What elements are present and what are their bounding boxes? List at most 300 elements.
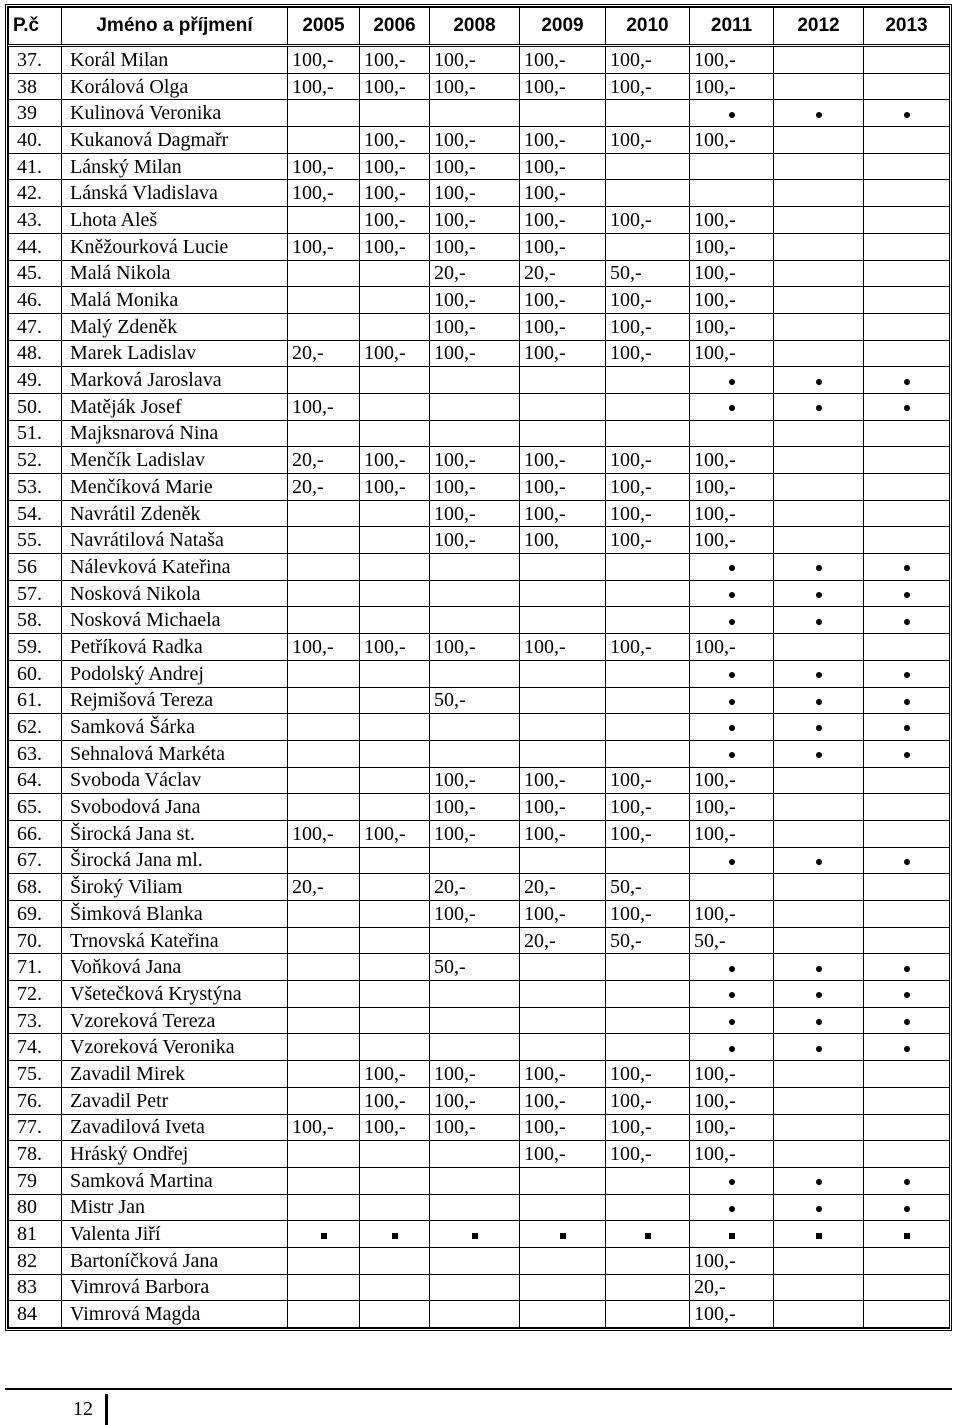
year-cell: 100,- — [430, 527, 520, 554]
row-number: 64. — [9, 767, 62, 794]
year-cell — [690, 847, 774, 874]
row-number: 54. — [9, 500, 62, 527]
year-cell — [430, 607, 520, 634]
year-cell — [690, 607, 774, 634]
year-cell — [520, 1221, 606, 1248]
year-cell — [774, 847, 864, 874]
year-cell — [864, 981, 950, 1008]
year-cell — [864, 1274, 950, 1301]
year-cell — [288, 1301, 360, 1328]
year-cell: 100,- — [606, 1141, 690, 1168]
year-cell — [360, 981, 430, 1008]
bullet-dot-icon — [904, 699, 910, 705]
row-number: 40. — [9, 127, 62, 154]
bullet-dot-icon — [904, 859, 910, 865]
year-cell — [864, 740, 950, 767]
year-cell — [864, 367, 950, 394]
person-name: Zavadil Petr — [62, 1087, 288, 1114]
year-cell — [690, 740, 774, 767]
year-cell — [606, 714, 690, 741]
table-row — [9, 1167, 950, 1194]
year-cell — [360, 420, 430, 447]
year-cell — [606, 1221, 690, 1248]
year-cell — [288, 927, 360, 954]
bullet-dot-icon — [729, 725, 735, 731]
year-cell — [864, 100, 950, 127]
year-cell — [520, 1007, 606, 1034]
table-row — [9, 46, 950, 74]
year-cell — [288, 1087, 360, 1114]
year-cell: 100,- — [690, 233, 774, 260]
year-cell — [606, 1194, 690, 1221]
year-cell — [288, 554, 360, 581]
year-cell — [360, 500, 430, 527]
year-cell: 100,- — [430, 1087, 520, 1114]
person-name: Lhota Aleš — [62, 207, 288, 234]
year-cell — [774, 393, 864, 420]
table-row — [9, 1301, 950, 1328]
year-cell: 100,- — [520, 794, 606, 821]
row-number: 63. — [9, 740, 62, 767]
year-cell — [774, 287, 864, 314]
year-cell: 100,- — [520, 500, 606, 527]
bullet-square-icon — [392, 1233, 398, 1239]
year-cell: 100,- — [690, 287, 774, 314]
year-cell — [360, 927, 430, 954]
year-cell: 20,- — [430, 874, 520, 901]
year-cell — [864, 1007, 950, 1034]
person-name: Širocká Jana st. — [62, 820, 288, 847]
bullet-dot-icon — [816, 699, 822, 705]
row-number: 83 — [9, 1274, 62, 1301]
row-number: 84 — [9, 1301, 62, 1328]
row-number: 57. — [9, 580, 62, 607]
bullet-dot-icon — [729, 405, 735, 411]
year-cell — [360, 527, 430, 554]
year-cell — [430, 1034, 520, 1061]
person-name: Vimrová Barbora — [62, 1274, 288, 1301]
year-cell — [520, 687, 606, 714]
table-row — [9, 420, 950, 447]
bullet-dot-icon — [729, 592, 735, 598]
year-cell: 100,- — [288, 180, 360, 207]
person-name: Podolský Andrej — [62, 660, 288, 687]
year-cell — [864, 954, 950, 981]
year-cell — [288, 1007, 360, 1034]
row-number: 48. — [9, 340, 62, 367]
year-cell — [606, 740, 690, 767]
bullet-dot-icon — [816, 1206, 822, 1212]
year-cell — [864, 687, 950, 714]
row-number: 53. — [9, 474, 62, 501]
year-cell — [606, 1301, 690, 1328]
year-cell — [606, 847, 690, 874]
person-name: Nosková Michaela — [62, 607, 288, 634]
year-cell: 100,- — [690, 127, 774, 154]
year-cell — [690, 1007, 774, 1034]
bullet-square-icon — [904, 1233, 910, 1239]
bullet-dot-icon — [816, 725, 822, 731]
year-cell: 100,- — [690, 500, 774, 527]
year-cell: 100,- — [430, 500, 520, 527]
row-number: 78. — [9, 1141, 62, 1168]
year-cell — [288, 794, 360, 821]
year-cell — [430, 1167, 520, 1194]
year-cell — [864, 73, 950, 100]
year-cell: 100,- — [690, 447, 774, 474]
table-row — [9, 393, 950, 420]
row-number: 75. — [9, 1061, 62, 1088]
year-cell — [430, 740, 520, 767]
year-cell — [690, 981, 774, 1008]
year-cell: 100,- — [690, 794, 774, 821]
year-cell: 100,- — [430, 153, 520, 180]
row-number: 71. — [9, 954, 62, 981]
year-cell: 100,- — [360, 207, 430, 234]
table-row — [9, 340, 950, 367]
year-cell — [864, 874, 950, 901]
year-cell — [360, 580, 430, 607]
year-cell — [288, 580, 360, 607]
year-cell — [774, 1247, 864, 1274]
year-cell — [774, 527, 864, 554]
year-cell — [360, 1167, 430, 1194]
year-cell — [864, 607, 950, 634]
bullet-dot-icon — [904, 405, 910, 411]
row-number: 42. — [9, 180, 62, 207]
year-cell: 100,- — [520, 634, 606, 661]
year-cell: 100,- — [690, 1061, 774, 1088]
year-cell: 50,- — [430, 687, 520, 714]
table-row — [9, 580, 950, 607]
bullet-dot-icon — [816, 1179, 822, 1185]
year-cell — [774, 260, 864, 287]
year-cell: 100,- — [430, 474, 520, 501]
year-cell — [690, 660, 774, 687]
year-cell — [774, 447, 864, 474]
row-number: 58. — [9, 607, 62, 634]
year-cell: 20,- — [690, 1274, 774, 1301]
year-cell: 100,- — [360, 340, 430, 367]
year-cell: 100,- — [690, 1141, 774, 1168]
year-cell — [606, 420, 690, 447]
year-cell: 100,- — [690, 260, 774, 287]
person-name: Kněžourková Lucie — [62, 233, 288, 260]
table-row — [9, 1274, 950, 1301]
row-number: 61. — [9, 687, 62, 714]
year-cell: 100,- — [360, 447, 430, 474]
year-cell — [774, 46, 864, 74]
year-cell — [360, 660, 430, 687]
year-cell — [774, 901, 864, 928]
table-row — [9, 1087, 950, 1114]
year-cell: 100,- — [690, 767, 774, 794]
header-year-2008: 2008 — [430, 8, 520, 46]
table-row — [9, 901, 950, 928]
person-name: Samková Martina — [62, 1167, 288, 1194]
year-cell — [774, 714, 864, 741]
person-name: Navrátilová Nataša — [62, 527, 288, 554]
bullet-dot-icon — [904, 966, 910, 972]
year-cell — [690, 1034, 774, 1061]
year-cell — [430, 580, 520, 607]
year-cell — [864, 1167, 950, 1194]
row-number: 72. — [9, 981, 62, 1008]
bullet-dot-icon — [729, 379, 735, 385]
year-cell: 100,- — [606, 46, 690, 74]
table-row — [9, 233, 950, 260]
year-cell — [774, 820, 864, 847]
year-cell — [774, 634, 864, 661]
year-cell: 100,- — [288, 1114, 360, 1141]
bullet-dot-icon — [816, 752, 822, 758]
year-cell: 100,- — [690, 207, 774, 234]
row-number: 74. — [9, 1034, 62, 1061]
year-cell — [774, 954, 864, 981]
year-cell — [288, 687, 360, 714]
page-number: 12 — [73, 1398, 93, 1420]
year-cell — [288, 420, 360, 447]
year-cell — [774, 1167, 864, 1194]
year-cell — [520, 740, 606, 767]
row-number: 38 — [9, 73, 62, 100]
year-cell — [288, 1167, 360, 1194]
person-name: Sehnalová Markéta — [62, 740, 288, 767]
bullet-dot-icon — [729, 1179, 735, 1185]
year-cell: 50,- — [606, 260, 690, 287]
year-cell — [360, 901, 430, 928]
year-cell — [864, 180, 950, 207]
table-row — [9, 607, 950, 634]
year-cell — [864, 847, 950, 874]
table-row — [9, 714, 950, 741]
year-cell: 100,- — [360, 1114, 430, 1141]
year-cell — [360, 847, 430, 874]
header-year-2013: 2013 — [864, 8, 950, 46]
row-number: 60. — [9, 660, 62, 687]
row-number: 73. — [9, 1007, 62, 1034]
year-cell — [774, 874, 864, 901]
year-cell — [774, 1034, 864, 1061]
table-row — [9, 954, 950, 981]
table-row — [9, 847, 950, 874]
year-cell: 100,- — [360, 46, 430, 74]
year-cell — [864, 1114, 950, 1141]
person-name: Lánská Vladislava — [62, 180, 288, 207]
year-cell — [864, 313, 950, 340]
year-cell — [864, 1034, 950, 1061]
year-cell: 100,- — [360, 474, 430, 501]
year-cell: 20,- — [288, 874, 360, 901]
table-row — [9, 874, 950, 901]
year-cell — [774, 660, 864, 687]
year-cell: 100,- — [288, 820, 360, 847]
table-row — [9, 1114, 950, 1141]
row-number: 80 — [9, 1194, 62, 1221]
year-cell: 100,- — [690, 820, 774, 847]
person-name: Majksnarová Nina — [62, 420, 288, 447]
bullet-dot-icon — [729, 859, 735, 865]
year-cell — [774, 740, 864, 767]
year-cell: 100,- — [360, 153, 430, 180]
year-cell — [774, 1141, 864, 1168]
year-cell — [774, 420, 864, 447]
table-row — [9, 981, 950, 1008]
year-cell — [864, 1221, 950, 1248]
table-row — [9, 660, 950, 687]
year-cell: 100,- — [690, 73, 774, 100]
person-name: Šimková Blanka — [62, 901, 288, 928]
bullet-dot-icon — [904, 672, 910, 678]
year-cell — [864, 527, 950, 554]
year-cell — [864, 660, 950, 687]
year-cell — [864, 1301, 950, 1328]
year-cell: 100,- — [430, 287, 520, 314]
year-cell — [520, 847, 606, 874]
year-cell — [430, 1141, 520, 1168]
year-cell — [288, 260, 360, 287]
year-cell — [288, 1194, 360, 1221]
bullet-square-icon — [645, 1233, 651, 1239]
year-cell: 100,- — [520, 1141, 606, 1168]
row-number: 44. — [9, 233, 62, 260]
table-body — [9, 46, 950, 1328]
year-cell: 100,- — [430, 447, 520, 474]
year-cell — [774, 1274, 864, 1301]
year-cell — [774, 127, 864, 154]
bullet-dot-icon — [904, 1019, 910, 1025]
year-cell — [288, 1141, 360, 1168]
row-number: 50. — [9, 393, 62, 420]
year-cell: 100,- — [520, 1087, 606, 1114]
person-name: Vzoreková Tereza — [62, 1007, 288, 1034]
bullet-dot-icon — [816, 592, 822, 598]
year-cell: 100,- — [520, 820, 606, 847]
bullet-dot-icon — [904, 619, 910, 625]
year-cell: 100,- — [430, 46, 520, 74]
year-cell — [774, 500, 864, 527]
year-cell: 100,- — [520, 153, 606, 180]
year-cell — [864, 714, 950, 741]
year-cell — [360, 313, 430, 340]
year-cell — [864, 634, 950, 661]
table-row — [9, 634, 950, 661]
year-cell: 100,- — [690, 313, 774, 340]
year-cell: 100,- — [430, 233, 520, 260]
year-cell: 100,- — [606, 313, 690, 340]
table-row — [9, 740, 950, 767]
person-name: Zavadilová Iveta — [62, 1114, 288, 1141]
year-cell — [430, 367, 520, 394]
bullet-square-icon — [560, 1233, 566, 1239]
year-cell: 50,- — [430, 954, 520, 981]
year-cell — [774, 794, 864, 821]
bullet-dot-icon — [729, 992, 735, 998]
year-cell: 100,- — [690, 1087, 774, 1114]
year-cell: 100,- — [606, 474, 690, 501]
row-number: 51. — [9, 420, 62, 447]
row-number: 67. — [9, 847, 62, 874]
year-cell — [520, 1194, 606, 1221]
year-cell — [520, 1301, 606, 1328]
bullet-dot-icon — [729, 672, 735, 678]
year-cell — [774, 607, 864, 634]
year-cell: 100,- — [520, 1114, 606, 1141]
year-cell — [864, 127, 950, 154]
year-cell: 20,- — [430, 260, 520, 287]
bullet-dot-icon — [816, 1046, 822, 1052]
year-cell — [690, 420, 774, 447]
year-cell — [288, 1221, 360, 1248]
year-cell: 100,- — [606, 901, 690, 928]
year-cell — [864, 1061, 950, 1088]
year-cell — [520, 1247, 606, 1274]
year-cell — [360, 1034, 430, 1061]
year-cell: 100,- — [430, 313, 520, 340]
year-cell — [864, 1141, 950, 1168]
table-row — [9, 180, 950, 207]
year-cell: 100,- — [360, 127, 430, 154]
year-cell: 100,- — [690, 1247, 774, 1274]
year-cell — [864, 927, 950, 954]
bullet-dot-icon — [904, 1206, 910, 1212]
year-cell: 50,- — [690, 927, 774, 954]
header-year-2012: 2012 — [774, 8, 864, 46]
year-cell — [606, 1247, 690, 1274]
year-cell — [774, 981, 864, 1008]
table-row — [9, 1247, 950, 1274]
year-cell: 100,- — [690, 46, 774, 74]
row-number: 47. — [9, 313, 62, 340]
year-cell — [774, 340, 864, 367]
person-name: Lánský Milan — [62, 153, 288, 180]
year-cell — [864, 1247, 950, 1274]
year-cell — [360, 1221, 430, 1248]
year-cell: 100,- — [360, 233, 430, 260]
person-name: Valenta Jiří — [62, 1221, 288, 1248]
row-number: 77. — [9, 1114, 62, 1141]
year-cell — [360, 767, 430, 794]
year-cell: 100,- — [288, 46, 360, 74]
year-cell: 100,- — [360, 73, 430, 100]
table-row — [9, 554, 950, 581]
header-year-2011: 2011 — [690, 8, 774, 46]
year-cell — [520, 367, 606, 394]
year-cell — [520, 607, 606, 634]
year-cell: 100,- — [690, 527, 774, 554]
year-cell — [774, 580, 864, 607]
year-cell — [430, 420, 520, 447]
year-cell — [360, 1141, 430, 1168]
year-cell: 100,- — [360, 634, 430, 661]
bullet-dot-icon — [904, 1046, 910, 1052]
year-cell — [606, 660, 690, 687]
year-cell: 100,- — [606, 634, 690, 661]
bullet-dot-icon — [904, 112, 910, 118]
year-cell — [774, 313, 864, 340]
year-cell — [606, 367, 690, 394]
table-header-row — [9, 8, 950, 46]
bullet-dot-icon — [816, 379, 822, 385]
header-year-2009: 2009 — [520, 8, 606, 46]
year-cell — [690, 153, 774, 180]
bullet-dot-icon — [904, 725, 910, 731]
year-cell — [520, 554, 606, 581]
year-cell — [288, 954, 360, 981]
year-cell — [360, 554, 430, 581]
year-cell: 100,- — [606, 447, 690, 474]
year-cell: 100,- — [360, 1087, 430, 1114]
